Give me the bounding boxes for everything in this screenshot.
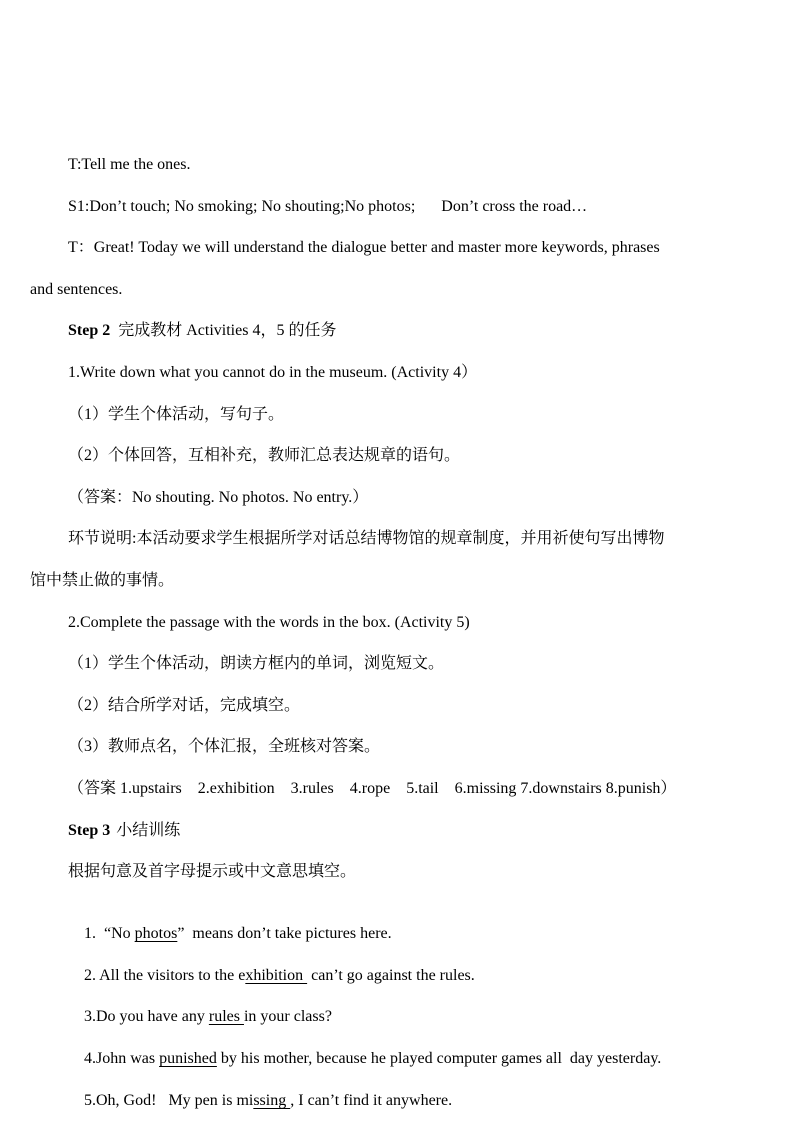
exercise-answer-blank: ssing <box>253 1092 291 1109</box>
section-note-cont: 馆中禁止做的事情。 <box>30 572 175 589</box>
exercise-answer-blank: photos <box>134 925 178 942</box>
exercise-text: 4.John was <box>84 1050 160 1067</box>
activity-4-step-1: （1）学生个体活动，写句子。 <box>68 406 285 423</box>
activity-5-step-3: （3）教师点名，个体汇报，全班核对答案。 <box>68 738 381 755</box>
dialogue-teacher-line-2: T：Great! Today we will understand the dialogue better and master more keywords, phrases <box>68 239 660 256</box>
exercise-text: in your class? <box>243 1008 332 1025</box>
section-note: 环节说明:本活动要求学生根据所学对话总结博物馆的规章制度，并用祈使句写出博物 <box>68 530 665 547</box>
exercise-text: 5.Oh, God! My pen is mi <box>84 1092 254 1109</box>
dialogue-student-line <box>68 197 587 217</box>
student-answer-part-1: S1:Don’t touch; No smoking; No shouting;No photos; <box>68 198 416 215</box>
activity-5-title: 2.Complete the passage with the words in the box. (Activity 5) <box>68 614 470 631</box>
exercise-answer-blank: xhibition <box>245 967 308 984</box>
exercise-text: 3.Do you have any <box>84 1008 209 1025</box>
exercise-text: 2. All the visitors to the e <box>84 967 246 984</box>
exercise-text: , I can’t find it anywhere. <box>290 1092 453 1109</box>
exercise-answer-blank: rules <box>208 1008 244 1025</box>
student-answer-part-2: Don’t cross the road… <box>441 198 588 215</box>
step-3-title: 小结训练 <box>116 822 181 839</box>
step-2-heading <box>68 321 336 341</box>
activity-5-answer: （答案 1.upstairs 2.exhibition 3.rules 4.rope 5.tail 6.missing 7.downstairs 8.punish） <box>68 780 677 797</box>
dialogue-teacher-line-2-cont: and sentences. <box>30 281 123 298</box>
dialogue-teacher-line-1: T:Tell me the ones. <box>68 156 191 173</box>
exercise-text: can’t go against the rules. <box>307 967 475 984</box>
step-3-label: Step 3 <box>68 822 111 839</box>
activity-5-step-2: （2）结合所学对话，完成填空。 <box>68 697 301 714</box>
activity-5-step-1: （1）学生个体活动，朗读方框内的单词，浏览短文。 <box>68 655 445 672</box>
exercise-item <box>68 1071 452 1131</box>
activity-4-step-2: （2）个体回答，互相补充，教师汇总表达规章的语句。 <box>68 447 461 464</box>
step-2-label: Step 2 <box>68 322 111 339</box>
step-3-heading <box>68 821 180 841</box>
exercise-text: 1. “No <box>84 925 135 942</box>
step-2-title: 完成教材 Activities 4，5 的任务 <box>118 322 337 339</box>
exercise-answer-blank: punished <box>159 1050 217 1067</box>
exercise-text: by his mother, because he played computer games all day yesterday. <box>216 1050 662 1067</box>
activity-4-title: 1.Write down what you cannot do in the museum. (Activity 4） <box>68 364 478 381</box>
exercise-text: ” means don’t take pictures here. <box>177 925 392 942</box>
exercise-instruction: 根据句意及首字母提示或中文意思填空。 <box>68 863 357 880</box>
activity-4-answer: （答案：No shouting. No photos. No entry.） <box>68 489 369 506</box>
